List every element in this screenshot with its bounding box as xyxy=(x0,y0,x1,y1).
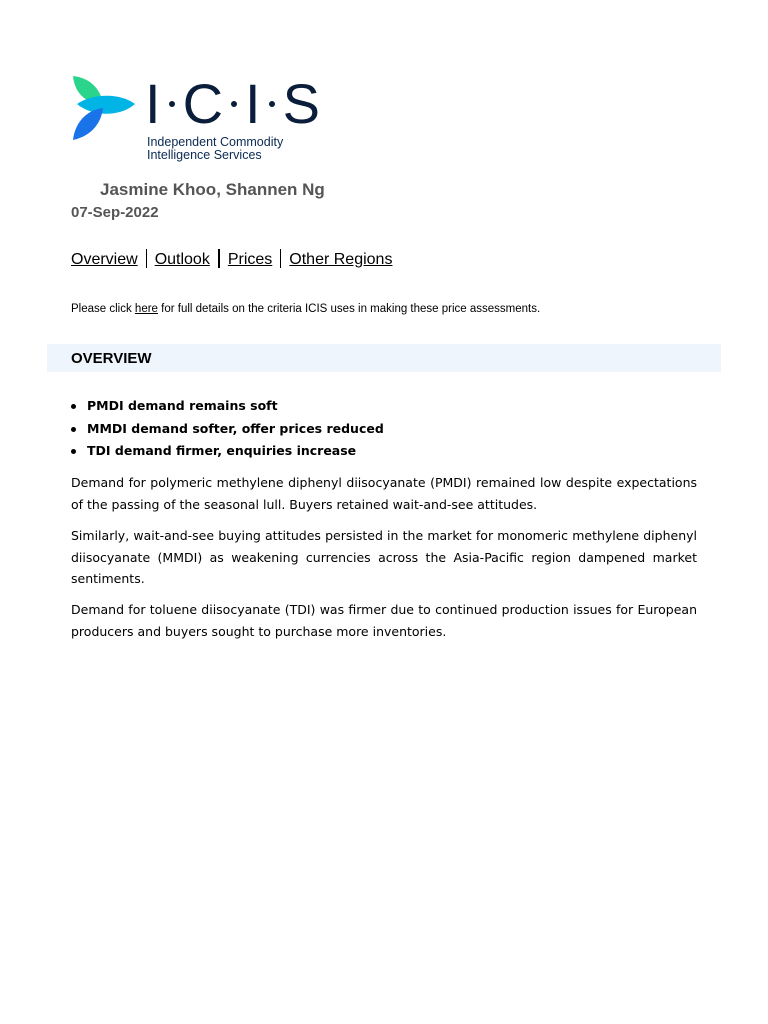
wordmark-letter-s: S xyxy=(282,72,320,135)
nav-link-prices[interactable]: Prices xyxy=(227,251,273,268)
wordmark-dot xyxy=(169,101,175,107)
tagline-line-1: Independent Commodity xyxy=(147,135,284,149)
overview-bullets xyxy=(71,396,384,464)
section-nav xyxy=(71,249,392,269)
list-item: PMDI demand remains soft xyxy=(71,396,384,419)
logo-tagline xyxy=(147,136,283,162)
wordmark-dot xyxy=(231,101,237,107)
nav-separator xyxy=(146,249,147,268)
nav-separator xyxy=(280,249,281,268)
tagline-line-2: Intelligence Services xyxy=(147,148,262,162)
nav-link-outlook[interactable]: Outlook xyxy=(154,251,210,268)
list-item: MMDI demand softer, offer prices reduced xyxy=(71,419,384,442)
nav-separator xyxy=(218,249,220,268)
nav-link-other-regions[interactable]: Other Regions xyxy=(289,251,393,268)
paragraph-mmdi: Similarly, wait-and-see buying attitudes persisted in the market for monomeric methylene diphenyl diisocyanate (MMDI) as weakening currencies across the Asia-Pacific region dampened market sentiments. xyxy=(71,528,697,586)
publish-date: 07-Sep-2022 xyxy=(71,204,159,221)
criteria-prefix: Please click xyxy=(71,303,135,315)
wordmark-letter-c: C xyxy=(182,72,224,135)
section-title: OVERVIEW xyxy=(71,350,152,367)
wordmark-letter-i: I xyxy=(145,72,161,135)
wordmark-letter-i: I xyxy=(245,72,261,135)
icis-leaf-icon xyxy=(71,74,137,142)
criteria-suffix: for full details on the criteria ICIS uses in making these price assessments. xyxy=(157,303,541,315)
authors: Jasmine Khoo, Shannen Ng xyxy=(100,180,325,199)
criteria-here-link[interactable]: here xyxy=(134,303,158,315)
wordmark-dot xyxy=(269,101,275,107)
criteria-note xyxy=(71,303,540,315)
paragraph-pmdi: Demand for polymeric methylene diphenyl diisocyanate (PMDI) remained low despite expectations of the passing of the seasonal lull. Buyers retained wait-and-see attitudes. xyxy=(71,475,697,512)
overview-section-header xyxy=(47,344,721,372)
list-item: TDI demand firmer, enquiries increase xyxy=(71,441,384,464)
icis-wordmark xyxy=(145,72,320,135)
nav-link-overview[interactable]: Overview xyxy=(71,251,138,268)
paragraph-tdi: Demand for toluene diisocyanate (TDI) was firmer due to continued production issues for European producers and buyers sought to purchase more inventories. xyxy=(71,602,697,639)
icis-logo xyxy=(71,72,320,166)
